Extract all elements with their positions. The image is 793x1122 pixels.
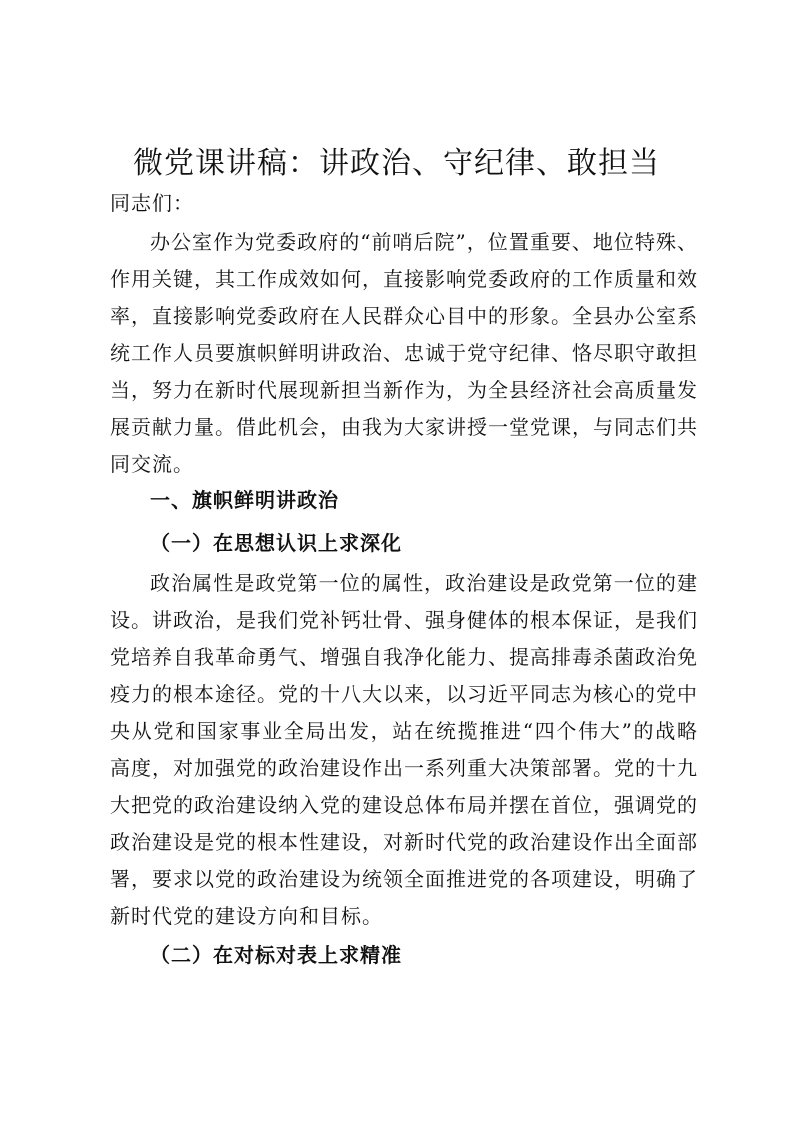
subsection-heading-2: （二）在对标对表上求精准 <box>150 943 402 967</box>
salutation: 同志们： <box>110 191 194 215</box>
body-paragraph: 政治属性是政党第一位的属性，政治建设是政党第一位的建设。讲政治，是我们党补钙壮骨、强身健体的根本保证，是我们党培养自我革命勇气、增强自我净化能力、提高排毒杀菌政治免疫力的根本途径。党的十八大以来，以习近平同志为核心的党中央从党和国家事业全局出发，站在统揽推进“四个伟大”的战略高度，对加强党的政治建设作出一系列重大决策部署。党的十九大把党的政治建设纳入党的建设总体布局并摆在首位，强调党的政治建设是党的根本性建设，对新时代党的政治建设作出全面部署，要求以党的政治建设为统领全面推进党的各项建设，明确了新时代党的建设方向和目标。 <box>110 571 698 928</box>
document-title: 微党课讲稿：讲政治、守纪律、敢担当 <box>133 146 660 181</box>
intro-paragraph: 办公室作为党委政府的“前哨后院”，位置重要、地位特殊、作用关键，其工作成效如何，直接影响党委政府的工作质量和效率，直接影响党委政府在人民群众心目中的形象。全县办公室系统工作人员要旗帜鲜明讲政治、忠诚于党守纪律、恪尽职守敢担当，努力在新时代展现新担当新作为，为全县经济社会高质量发展贡献力量。借此机会，由我为大家讲授一堂党课，与同志们共同交流。 <box>110 230 698 476</box>
section-heading: 一、旗帜鲜明讲政治 <box>150 488 339 512</box>
subsection-heading-1: （一）在思想认识上求深化 <box>150 531 402 555</box>
